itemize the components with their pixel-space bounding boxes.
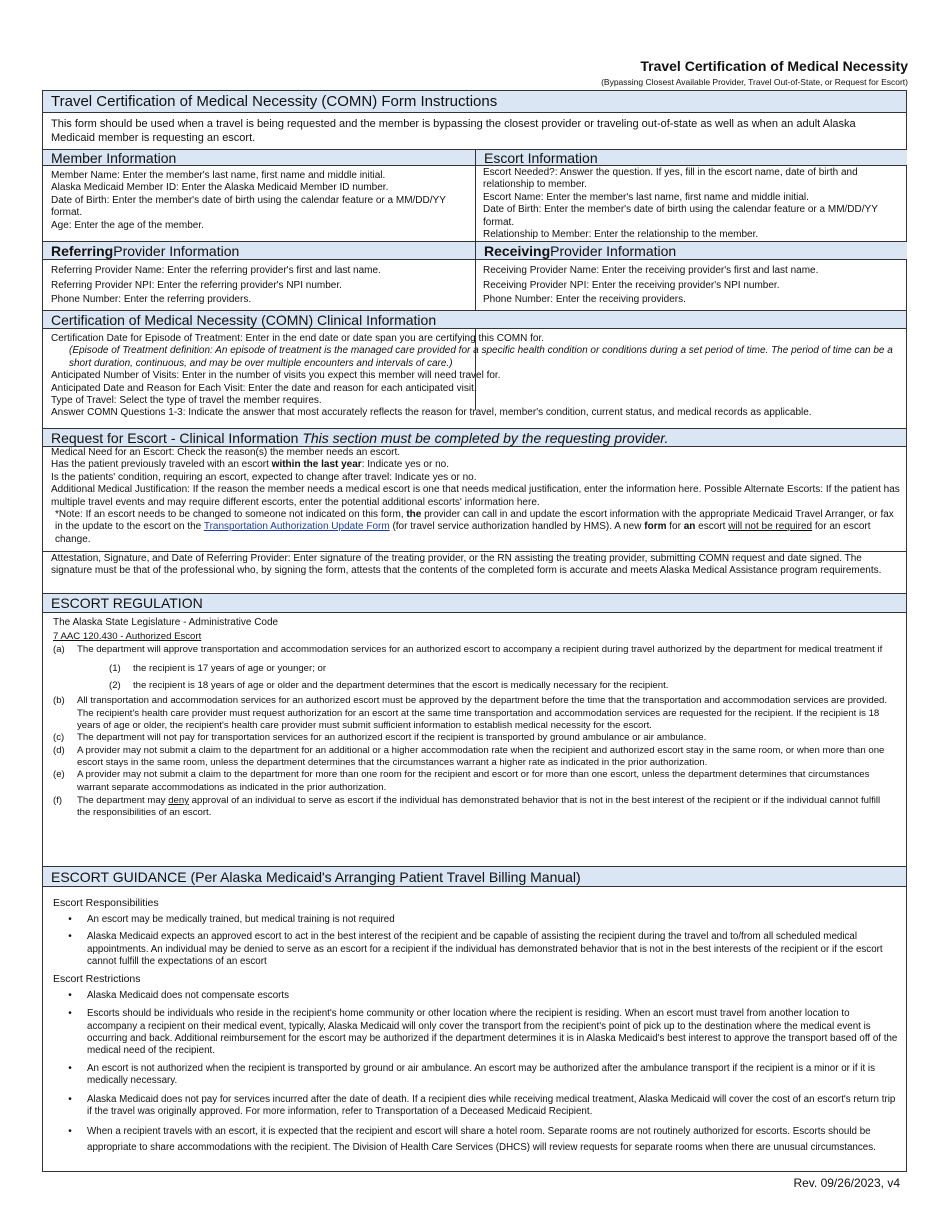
receiving-provider-body: Receiving Provider Name: Enter the receiving provider's first and last name. Receiving Provider NPI: Enter the receiving provider's NPI number. Phone Number: Enter the receiving providers. xyxy=(483,265,819,305)
escort-info-title: Escort Information xyxy=(475,149,907,166)
escort-info-body: Escort Needed?: Answer the question. If yes, fill in the escort name, date of birth and relationship to member. Escort Name: Enter the member's last name, first name and middle initial. Date of Birth: Enter the member's date of birth using the calendar feature or a MM/DD/YY format. Relationship to Member: Enter the relationship to the member. xyxy=(483,167,878,241)
clinical-info-title: Certification of Medical Necessity (COMN) Clinical Information xyxy=(43,310,906,329)
escort-regulation-body: The Alaska State Legislature - Administrative Code 7 AAC 120.430 - Authorized Escort (a) The department will approve transportation and accommodation services for an authorized escort to accompany a recipient during travel authorized by the department for medical treatment if (1) the recipient is 17 years of age or younger; or (2) the recipient is 18 years of age or older and the department determines that the escort is medically necessary for the recipient. (b) All transportation and accommodation services for an authorized escort must be approved by the department before the time that the transportation and accommodation services are provided. The recipient's health care provider must request authorization for an escort at the same time transportation and accommodation services are requested for the recipient. If the recipient is 18 years of age or older, the recipient's health care provider must submit sufficient information to establish medical necessity for the escort. (c) The department will not pay for transportation services for an authorized escort if the recipient is transported by ground ambulance or air ambulance. (d) A provider may not submit a claim to the department for an additional or a higher accommodation rate when the recipient and authorized escort stay in the same room, or when more than one escort stays in the same room, unless the department determines that the circumstances warrant a higher rate as indicated in the prior authorization. (e) A provider may not submit a claim to the department for more than one room for the recipient and escort or for more than one escort, unless the department determines that circumstances warrant separate accommodations as indicated in the prior authorization. (f) The department may deny approval of an individual to serve as escort if the individual has demonstrated behavior that is not in the best interest of the recipient or if the individual cannot fulfill the responsibilities of an escort. xyxy=(53,617,888,819)
escort-restrictions-heading: Escort Restrictions xyxy=(53,973,141,986)
escort-regulation-title: ESCORT REGULATION xyxy=(43,593,906,613)
clinical-info-body: Certification Date for Episode of Treatment: Enter in the end date or date span you are certifying this COMN for. (Episode of Treatment definition: An episode of treatment is the managed care provided for a specific health condition or conditions during a set period of time. The period of time can be a short duration, continuous, and may be over multiple encounters and intervals of care.) Anticipated Number of Visits: Enter in the number of visits you expect this member will need travel for. Anticipated Date and Reason for Each Visit: Enter the date and reason for each anticipated visit. Type of Travel: Select the type of travel the member requires. Answer COMN Questions 1-3: Indicate the answer that most accurately reflects the reason for travel, member's condition, current status, and medical records as applicable. xyxy=(51,333,893,419)
referring-provider-title: Referring Provider Information xyxy=(43,241,476,260)
revision-label: Rev. 09/26/2023, v4 xyxy=(793,1176,900,1190)
escort-request-body: Medical Need for an Escort: Check the reason(s) the member needs an escort. Has the patient previously traveled with an escort within the last year: Indicate yes or no. Is the patients' condition, requiring an escort, expected to change after travel: Indicate yes or no. Additional Medical Justification: If the reason the member needs a medical escort is one that needs medical justification, enter the information here. Possible Alternate Escorts: If the patient has multiple travel events and may require different escorts, enter the potential additional escorts' information here. *Note: If an escort needs to be changed to someone not indicated on this form, the provider can call in and update the escort information with the appropriate Medicaid Travel Arranger, or fax in the update to the escort on the Transportation Authorization Update Form (for travel service authorization handled by HMS). A new form for an escort will not be required for an escort change. xyxy=(51,447,900,545)
member-info-body: Member Name: Enter the member's last name, first name and middle initial. Alaska Medicaid Member ID: Enter the Alaska Medicaid Member ID number. Date of Birth: Enter the member's date of birth using the calendar feature or a MM/DD/YY format. Age: Enter the age of the member. xyxy=(51,170,446,231)
list-item: • Alaska Medicaid does not pay for services incurred after the date of death. If a recipient dies while receiving medical treatment, Alaska Medicaid will cover the cost of an escort's return trip if the travel was originally approved. For more information, refer to Transportation of a Deceased Medicaid Recipient. xyxy=(68,1093,896,1117)
instructions-intro: This form should be used when a travel is being requested and the member is bypassing the closest provider or traveling out-of-state as well as when an adult Alaska Medicaid member is requesting an escort. xyxy=(51,118,856,144)
escort-guidance-body xyxy=(53,897,899,1156)
escort-guidance-title: ESCORT GUIDANCE (Per Alaska Medicaid's Arranging Patient Travel Billing Manual) xyxy=(43,866,906,887)
list-item: • An escort may be medically trained, but medical training is not required xyxy=(68,914,395,926)
list-item: • Alaska Medicaid expects an approved escort to act in the best interest of the recipient and be capable of assisting the recipient during the travel and to/from all scheduled medical appointments. An individual may be denied to serve as an escort for a recipient if the individual has demonstrated behavior that is not in the best interests of the recipient or if the escort cannot fulfill the expectations of an escort xyxy=(68,931,883,967)
list-item: • When a recipient travels with an escort, it is expected that the recipient and escort will share a hotel room. Separate rooms are not routinely authorized for escorts. Escorts should be appropriate to share accommodations with the recipient. The Division of Health Care Services (DHCS) will review requests for separate rooms when there are unusual circumstances. xyxy=(68,1126,876,1154)
escort-change-note: *Note: If an escort needs to be changed to someone not indicated on this form, the provider can call in and update the escort information with the appropriate Medicaid Travel Arranger, or fax in the update to the escort on the Transportation Authorization Update Form (for travel service authorization handled by HMS). A new form for an escort will not be required for an escort change. xyxy=(55,509,894,545)
form-subtitle: (Bypassing Closest Available Provider, Travel Out-of-State, or Request for Escort) xyxy=(601,77,908,87)
escort-responsibilities-heading: Escort Responsibilities xyxy=(53,897,159,909)
list-item: • An escort is not authorized when the recipient is transported by ground or air ambulance. An escort may be authorized after the ambulance transport if the recipient is a minor or if it is medically necessary. xyxy=(68,1063,875,1087)
instructions-frame xyxy=(42,90,907,1172)
escort-request-title: Request for Escort - Clinical Information This section must be completed by the requesting provider. xyxy=(43,428,906,447)
referring-provider-body: Referring Provider Name: Enter the referring provider's first and last name. Referring Provider NPI: Enter the referring provider's NPI number. Phone Number: Enter the referring providers. xyxy=(51,265,381,305)
list-item: • Escorts should be individuals who reside in the recipient's home community or other location where the recipient is residing. When an escort must travel from another location to accompany a recipient on their medical event, typically, Alaska Medicaid will only cover the transport from the recipient's point of pick up to the destination where the medical event is occurring and back. Additional reimbursement for the escort may be authorized if the department determines it is in Alaska Medicaid's best interest to approve the transport based off of the medical need of the recipient. xyxy=(68,1008,898,1057)
list-item: • Alaska Medicaid does not compensate escorts xyxy=(68,990,290,1002)
transportation-authorization-update-form-link[interactable]: Transportation Authorization Update Form xyxy=(203,521,390,533)
form-title: Travel Certification of Medical Necessity xyxy=(640,58,908,74)
receiving-provider-title: Receiving Provider Information xyxy=(475,241,907,260)
instructions-title: Travel Certification of Medical Necessity (COMN) Form Instructions xyxy=(43,91,906,113)
member-info-title: Member Information xyxy=(43,149,476,166)
attestation-body: Attestation, Signature, and Date of Referring Provider: Enter signature of the treating provider, or the RN assisting the treating provider, submitting COMN request and date signed. The signature must be that of the professional who, by signing the form, attests that the contents of the completed form is accurate and meets Alaska Medical Assistance program requirements. xyxy=(51,553,882,577)
